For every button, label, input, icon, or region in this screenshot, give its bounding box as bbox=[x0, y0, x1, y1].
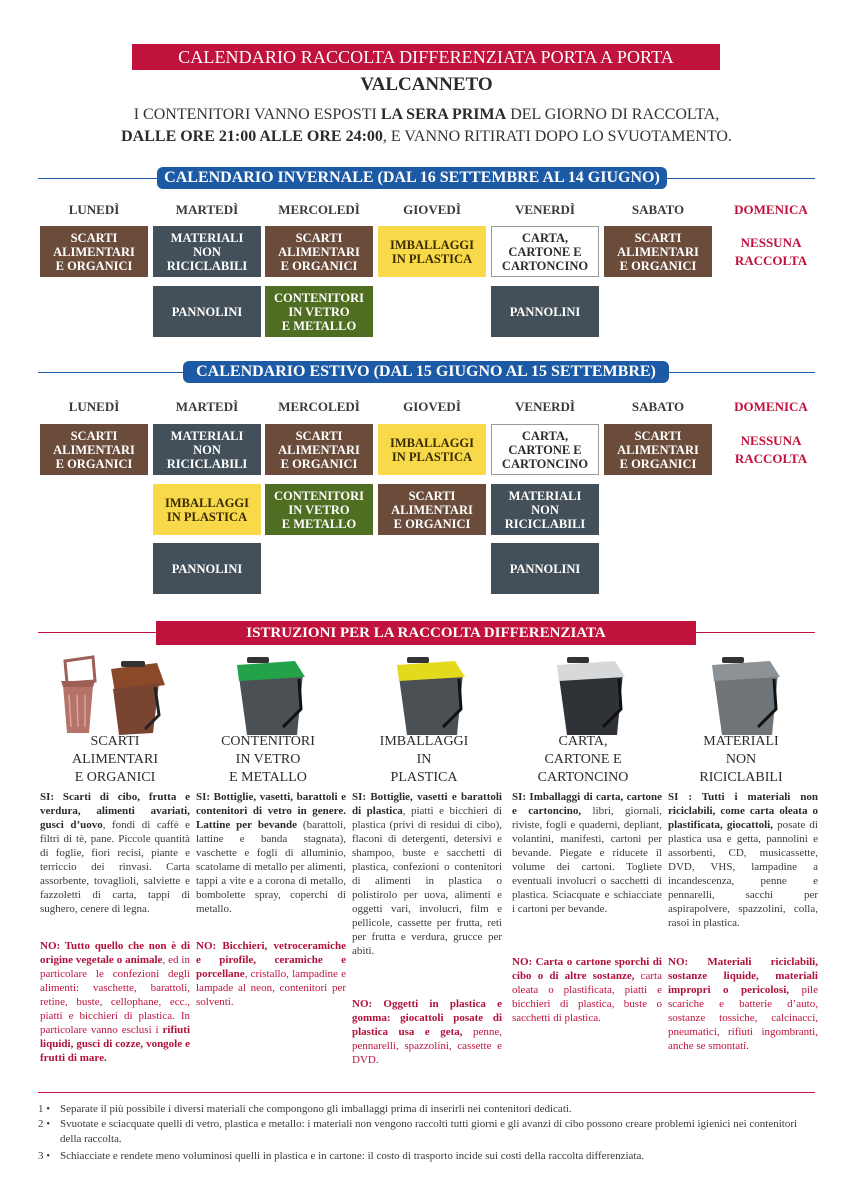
plastic-no-text: NO: Oggetti in plastica e gomma: giocattoli posate di plastica usa e geta, penne, pennarelli, spazzolini, cassette e DVD. bbox=[352, 998, 502, 1066]
intro-line2-a: DALLE ORE 21:00 ALLE ORE 24:00 bbox=[121, 128, 383, 145]
winter-tuesday-residual: MATERIALI NON RICICLABILI bbox=[153, 226, 261, 277]
day-saturday: SABATO bbox=[631, 202, 685, 217]
day-friday: VENERDÌ bbox=[515, 399, 575, 414]
intro-line1-a: I CONTENITORI VANNO ESPOSTI bbox=[133, 106, 381, 123]
column-title-glass-metal: CONTENITORI IN VETRO E METALLO bbox=[221, 734, 315, 785]
winter-friday-paper: CARTA, CARTONE E CARTONCINO bbox=[491, 226, 599, 277]
paper-no-text: NO: Carta o cartone sporchi di cibo o di altre sostanze, carta oleata o plastificata, piatti e bicchieri di plastica, buste o sacchetti di plastica. bbox=[512, 956, 663, 1024]
summer-monday-organic: SCARTI ALIMENTARI E ORGANICI bbox=[40, 424, 148, 475]
winter-friday-nappies: PANNOLINI bbox=[491, 286, 599, 337]
note-item: 2 • Svuotate e sciacquate quelli di vetro, plastica e metallo: i materiali non vengono raccolti tutti giorni e gli avanzi di cibo possono creare problemi igienici nei contenitori della raccolta. bbox=[38, 1118, 798, 1145]
day-tuesday: MARTEDÌ bbox=[175, 202, 239, 217]
intro-text bbox=[0, 104, 853, 148]
summer-tuesday-plastic: IMBALLAGGI IN PLASTICA bbox=[153, 484, 261, 535]
plastic-yes-text: SI: Bottiglie, vasetti e barattoli di plastica, piatti e bicchieri di plastica (privi di residui di cibo), flaconi di detergenti, detersivi e shampoo, buste e sacchetti di plastica, confezioni o contenitori di alimenti in plastica o polistirolo per uova, alimenti e oggetti vari, involucri, film e pellicole, cassette per frutta, reti per frutta e verdura, grucce per abiti. bbox=[352, 791, 502, 957]
organic-bin-icon bbox=[55, 655, 170, 735]
day-sunday: DOMENICA bbox=[734, 399, 808, 414]
residual-yes-text: SI : Tutti i materiali non riciclabili, come carta oleata o plastificata, giocattoli, posate di plastica usa e getta, pannolini e assorbenti, CD, musicassette, DVD, VHS, lampadine a incandescenza, penne e pennarelli, sacchi per aspirapolvere, spazzolini, colla, rasoi in plastica. bbox=[668, 791, 818, 929]
column-title-residual: MATERIALI NON RICICLABILI bbox=[699, 734, 783, 785]
summer-sunday-none: NESSUNA RACCOLTA bbox=[734, 432, 808, 466]
summer-friday-nappies: PANNOLINI bbox=[491, 543, 599, 594]
winter-tuesday-nappies: PANNOLINI bbox=[153, 286, 261, 337]
winter-calendar-title: CALENDARIO INVERNALE (DAL 16 SETTEMBRE AL 14 GIUGNO) bbox=[157, 167, 667, 189]
day-friday: VENERDÌ bbox=[515, 202, 575, 217]
glass-metal-bin-icon bbox=[225, 655, 315, 735]
summer-tuesday-residual: MATERIALI NON RICICLABILI bbox=[153, 424, 261, 475]
paper-bin-icon bbox=[545, 655, 635, 735]
winter-thursday-plastic: IMBALLAGGI IN PLASTICA bbox=[378, 226, 486, 277]
winter-sunday-none: NESSUNA RACCOLTA bbox=[734, 234, 808, 268]
instructions-title: ISTRUZIONI PER LA RACCOLTA DIFFERENZIATA bbox=[156, 621, 696, 645]
organic-yes-text: SI: Scarti di cibo, frutta e verdura, alimenti avariati, gusci d’uovo, fondi di caffè e filtri di tè, pane. Piccole quantità di foglie, fiori recisi, piante e terriccio dei rinvasi. Carta assorbente, tovaglioli, salviette e fazzoletti di carta, tappi di sughero, cenere di legna. bbox=[40, 791, 190, 915]
residual-no-text: NO: Materiali riciclabili, sostanze liquide, materiali impropri o pericolosi, pile scariche e batterie d’auto, sostanze tossiche, calcinacci, pneumatici, rifiuti ingombranti, anche se smontati. bbox=[668, 956, 818, 1052]
summer-friday-paper: CARTA, CARTONE E CARTONCINO bbox=[491, 424, 599, 475]
summer-wednesday-organic: SCARTI ALIMENTARI E ORGANICI bbox=[265, 424, 373, 475]
day-sunday: DOMENICA bbox=[734, 202, 808, 217]
organic-no-text: NO: Tutto quello che non è di origine vegetale o animale, ed in particolare le confezioni degli alimenti: vaschette, barattoli, retine, buste, cellophane, ecc., piatti e bicchieri di plastica. In particolare vanno esclusi i rifiuti liquidi, gusci di cozze, vongole e frutti di mare. bbox=[40, 940, 190, 1064]
day-thursday: GIOVEDÌ bbox=[403, 202, 461, 217]
column-title-paper: CARTA, CARTONE E CARTONCINO bbox=[537, 734, 629, 785]
summer-wednesday-glass-metal: CONTENITORI IN VETRO E METALLO bbox=[265, 484, 373, 535]
summer-tuesday-nappies: PANNOLINI bbox=[153, 543, 261, 594]
day-tuesday: MARTEDÌ bbox=[175, 399, 239, 414]
column-title-plastic: IMBALLAGGI IN PLASTICA bbox=[379, 734, 469, 785]
summer-saturday-organic: SCARTI ALIMENTARI E ORGANICI bbox=[604, 424, 712, 475]
day-saturday: SABATO bbox=[631, 399, 685, 414]
day-monday: LUNEDÌ bbox=[68, 202, 120, 217]
day-wednesday: MERCOLEDÌ bbox=[278, 399, 360, 414]
summer-thursday-organic: SCARTI ALIMENTARI E ORGANICI bbox=[378, 484, 486, 535]
winter-wednesday-organic: SCARTI ALIMENTARI E ORGANICI bbox=[265, 226, 373, 277]
notes-list bbox=[38, 1102, 818, 1164]
note-item: 1 • Separate il più possibile i diversi materiali che compongono gli imballaggi prima di inserirli nei contenitori dedicati. bbox=[38, 1103, 572, 1115]
day-monday: LUNEDÌ bbox=[68, 399, 120, 414]
column-title-organic: SCARTI ALIMENTARI E ORGANICI bbox=[72, 734, 158, 785]
intro-line1-c: DEL GIORNO DI RACCOLTA, bbox=[506, 106, 720, 123]
day-wednesday: MERCOLEDÌ bbox=[278, 202, 360, 217]
day-thursday: GIOVEDÌ bbox=[403, 399, 461, 414]
plastic-bin-icon bbox=[385, 655, 475, 735]
residual-bin-icon bbox=[700, 655, 790, 735]
summer-calendar-title: CALENDARIO ESTIVO (DAL 15 GIUGNO AL 15 SETTEMBRE) bbox=[183, 361, 669, 383]
main-title: CALENDARIO RACCOLTA DIFFERENZIATA PORTA A PORTA bbox=[132, 44, 720, 70]
divider bbox=[38, 1092, 815, 1093]
summer-thursday-plastic: IMBALLAGGI IN PLASTICA bbox=[378, 424, 486, 475]
glass-metal-yes-text: SI: Bottiglie, vasetti, barattoli e contenitori di vetro in genere. Lattine per bevande (barattoli, lattine e banda stagnata), vaschette e fogli di alluminio, scatolame di metallo per alimenti, tappi a vite e a corona di metallo, bombolette spray, coperchi di metallo. bbox=[196, 791, 346, 915]
glass-metal-no-text: NO: Bicchieri, vetroceramiche e pirofile, ceramiche e porcellane, cristallo, lampadine e lampade al neon, contenitori per solventi. bbox=[196, 940, 346, 1008]
winter-wednesday-glass-metal: CONTENITORI IN VETRO E METALLO bbox=[265, 286, 373, 337]
winter-saturday-organic: SCARTI ALIMENTARI E ORGANICI bbox=[604, 226, 712, 277]
intro-line2-b: , E VANNO RITIRATI DOPO LO SVUOTAMENTO. bbox=[382, 128, 732, 145]
town-name: VALCANNETO bbox=[360, 74, 493, 95]
paper-yes-text: SI: Imballaggi di carta, cartone e cartoncino, libri, giornali, riviste, fogli e quaderni, depliant, volantini, manifesti, cartoni per bevande. Piegate e riducete il volume dei cartoni. Togliete eventuali involucri o sacchetti di plastica. Sciacquate e schiacciate i cartoni per bevande. bbox=[512, 791, 662, 915]
summer-friday-residual: MATERIALI NON RICICLABILI bbox=[491, 484, 599, 535]
intro-line1-b: LA SERA PRIMA bbox=[380, 106, 507, 123]
winter-monday-organic: SCARTI ALIMENTARI E ORGANICI bbox=[40, 226, 148, 277]
note-item: 3 • Schiacciate e rendete meno voluminosi quelli in plastica e in cartone: il costo di trasporto incide sui costi della raccolta differenziata. bbox=[38, 1150, 645, 1162]
